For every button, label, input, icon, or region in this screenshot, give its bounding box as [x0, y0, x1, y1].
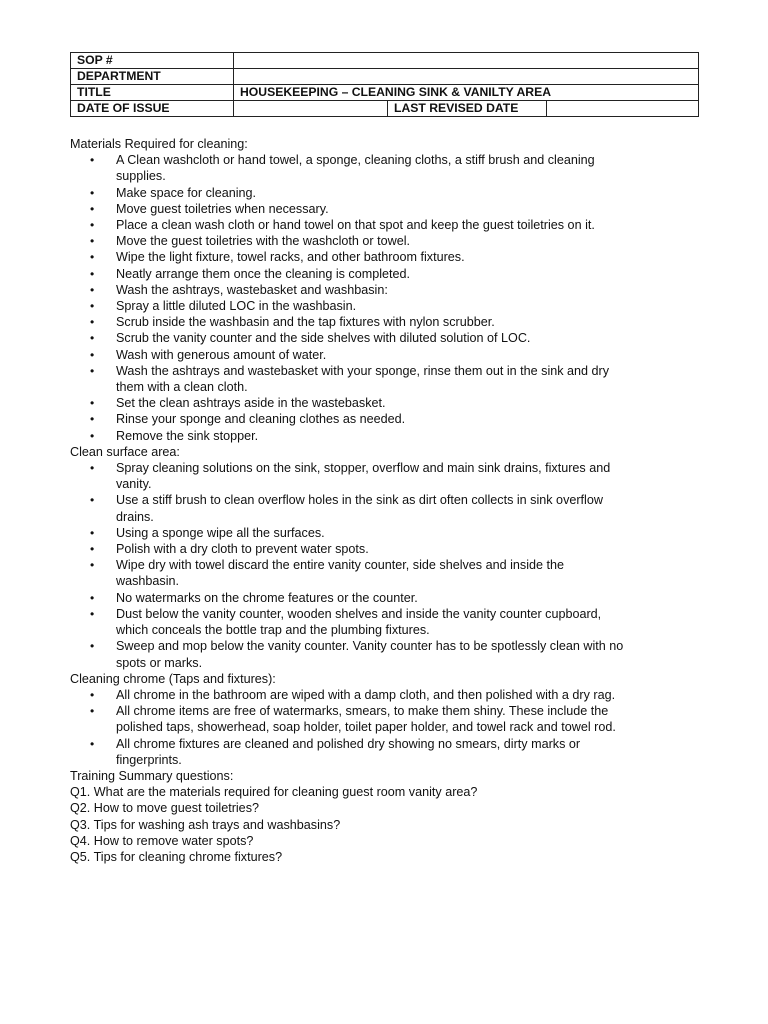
list-item-text: Move the guest toiletries with the washcloth or towel.	[116, 234, 410, 249]
department-value	[234, 69, 699, 85]
bullet-icon: •	[90, 282, 95, 297]
bullet-icon: •	[90, 606, 95, 621]
bullet-icon: •	[90, 396, 95, 411]
list-item	[70, 703, 630, 735]
section-heading: Clean surface area:	[70, 444, 180, 459]
list-item-text: Wash the ashtrays and wastebasket with your sponge, rinse them out in the sink and dry them with a clean cloth.	[116, 363, 610, 395]
list-item-text: Set the clean ashtrays aside in the wastebasket.	[116, 396, 386, 411]
list-item	[70, 298, 630, 314]
list-item-text: A Clean washcloth or hand towel, a sponge, cleaning cloths, a stiff brush and cleaning supplies.	[116, 153, 595, 184]
bullet-icon: •	[90, 201, 95, 216]
list-item	[70, 347, 630, 363]
bullet-icon: •	[90, 299, 95, 314]
training-question: Q4. How to remove water spots?	[70, 833, 254, 848]
list-item-text: Scrub the vanity counter and the side shelves with diluted solution of LOC.	[116, 331, 531, 346]
list-item	[70, 282, 630, 298]
bullet-icon: •	[90, 542, 95, 557]
bullet-icon: •	[90, 525, 95, 540]
bullet-icon: •	[90, 315, 95, 330]
list-item	[70, 492, 630, 524]
list-item	[70, 590, 630, 606]
bullet-icon: •	[90, 218, 95, 233]
list-item-text: Neatly arrange them once the cleaning is completed.	[116, 266, 411, 281]
list-item-text: Move guest toiletries when necessary.	[116, 201, 329, 216]
list-item-text: All chrome items are free of watermarks, smears, to make them shiny. These include the polished taps, showerhead, soap holder, toilet paper holder, and towel rack and towel rod.	[116, 704, 616, 735]
bullet-icon: •	[90, 428, 95, 443]
bullet-icon: •	[90, 266, 95, 281]
list-item-text: Wash the ashtrays, wastebasket and washbasin:	[116, 282, 388, 297]
title-value: HOUSEKEEPING – CLEANING SINK & VANILTY AREA	[234, 85, 699, 101]
list-item-text: All chrome in the bathroom are wiped with a damp cloth, and then polished with a dry rag.	[116, 687, 616, 702]
list-item	[70, 152, 630, 184]
bullet-icon: •	[90, 412, 95, 427]
list-item-text: Remove the sink stopper.	[116, 428, 259, 443]
sop-label: SOP #	[71, 53, 234, 69]
title-row	[71, 85, 699, 101]
list-item	[70, 557, 630, 589]
list-item-text: Wash with generous amount of water.	[116, 347, 327, 362]
bullet-icon: •	[90, 590, 95, 605]
bullet-list	[70, 460, 630, 671]
list-item	[70, 411, 630, 427]
sop-body	[70, 136, 630, 865]
last-revised-label: LAST REVISED DATE	[388, 101, 547, 117]
list-item-text: Spray cleaning solutions on the sink, stopper, overflow and main sink drains, fixtures and vanity.	[116, 461, 611, 492]
department-label: DEPARTMENT	[71, 69, 234, 85]
list-item	[70, 428, 630, 444]
list-item	[70, 736, 630, 768]
list-item	[70, 687, 630, 703]
list-item-text: Polish with a dry cloth to prevent water spots.	[116, 542, 369, 557]
training-question: Q1. What are the materials required for cleaning guest room vanity area?	[70, 785, 478, 800]
list-item-text: All chrome fixtures are cleaned and polished dry showing no smears, dirty marks or fingerprints.	[116, 736, 581, 767]
training-heading: Training Summary questions:	[70, 768, 234, 783]
list-item-text: Wipe the light fixture, towel racks, and other bathroom fixtures.	[116, 250, 465, 265]
training-question: Q5. Tips for cleaning chrome fixtures?	[70, 849, 283, 864]
bullet-icon: •	[90, 687, 95, 702]
section-heading: Cleaning chrome (Taps and fixtures):	[70, 671, 276, 686]
date-row	[71, 101, 699, 117]
list-item-text: Using a sponge wipe all the surfaces.	[116, 525, 325, 540]
date-of-issue-value	[234, 101, 388, 117]
sop-header-table	[70, 52, 699, 117]
bullet-icon: •	[90, 331, 95, 346]
sop-value	[234, 53, 699, 69]
list-item	[70, 185, 630, 201]
bullet-list	[70, 687, 630, 768]
list-item-text: Scrub inside the washbasin and the tap fixtures with nylon scrubber.	[116, 315, 495, 330]
department-row	[71, 69, 699, 85]
list-item-text: Place a clean wash cloth or hand towel on that spot and keep the guest toiletries on it.	[116, 218, 595, 233]
list-item	[70, 266, 630, 282]
training-question: Q3. Tips for washing ash trays and washbasins?	[70, 817, 341, 832]
list-item	[70, 363, 630, 395]
bullet-icon: •	[90, 639, 95, 654]
last-revised-value	[547, 101, 699, 117]
bullet-icon: •	[90, 234, 95, 249]
bullet-icon: •	[90, 736, 95, 751]
bullet-icon: •	[90, 461, 95, 476]
bullet-icon: •	[90, 363, 95, 378]
list-item	[70, 606, 630, 638]
list-item-text: Sweep and mop below the vanity counter. Vanity counter has to be spotlessly clean with no spots or marks.	[116, 639, 624, 670]
list-item-text: Make space for cleaning.	[116, 185, 257, 200]
list-item	[70, 395, 630, 411]
bullet-list	[70, 152, 630, 444]
list-item	[70, 249, 630, 265]
bullet-icon: •	[90, 347, 95, 362]
bullet-icon: •	[90, 153, 95, 168]
title-label: TITLE	[71, 85, 234, 101]
list-item-text: Spray a little diluted LOC in the washbasin.	[116, 299, 357, 314]
list-item-text: Dust below the vanity counter, wooden shelves and inside the vanity counter cupboard, which conceals the bottle trap and the plumbing fixtures.	[116, 606, 602, 638]
bullet-icon: •	[90, 493, 95, 508]
bullet-icon: •	[90, 704, 95, 719]
list-item-text: Wipe dry with towel discard the entire vanity counter, side shelves and inside the washbasin.	[116, 558, 565, 589]
date-of-issue-label: DATE OF ISSUE	[71, 101, 234, 117]
section-heading: Materials Required for cleaning:	[70, 137, 248, 151]
bullet-icon: •	[90, 558, 95, 573]
list-item-text: Rinse your sponge and cleaning clothes as needed.	[116, 412, 406, 427]
list-item	[70, 201, 630, 217]
list-item	[70, 525, 630, 541]
list-item	[70, 541, 630, 557]
training-question: Q2. How to move guest toiletries?	[70, 801, 259, 816]
list-item	[70, 460, 630, 492]
list-item-text: Use a stiff brush to clean overflow holes in the sink as dirt often collects in sink overflow drains.	[116, 493, 603, 524]
bullet-icon: •	[90, 185, 95, 200]
list-item-text: No watermarks on the chrome features or the counter.	[116, 590, 418, 605]
list-item	[70, 233, 630, 249]
bullet-icon: •	[90, 250, 95, 265]
list-item	[70, 330, 630, 346]
sop-row	[71, 53, 699, 69]
list-item	[70, 638, 630, 670]
list-item	[70, 217, 630, 233]
list-item	[70, 314, 630, 330]
